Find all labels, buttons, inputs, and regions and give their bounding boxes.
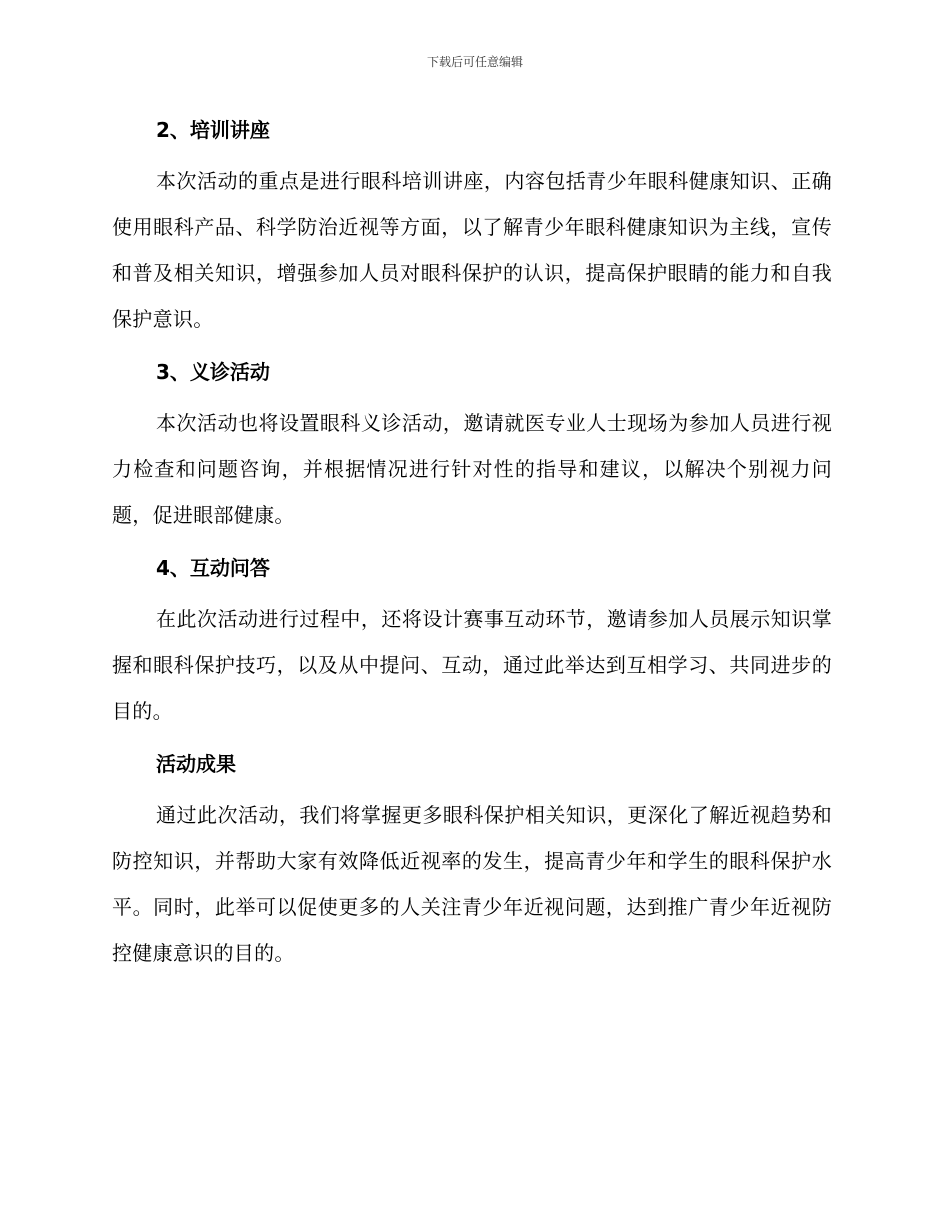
section-paragraph: 通过此次活动，我们将掌握更多眼科保护相关知识，更深化了解近视趋势和防控知识，并帮助大家有效降低近视率的发生，提高青少年和学生的眼科保护水平。同时，此举可以促使更多的人关注青少年近视问题，达到推广青少年近视防控健康意识的目的。 (112, 803, 832, 965)
section-heading: 2、培训讲座 (156, 118, 270, 142)
section-paragraph: 本次活动的重点是进行眼科培训讲座，内容包括青少年眼科健康知识、正确使用眼科产品、科学防治近视等方面，以了解青少年眼科健康知识为主线，宣传和普及相关知识，增强参加人员对眼科保护的认识，提高保护眼睛的能力和自我保护意识。 (112, 169, 832, 331)
document-body (112, 108, 832, 984)
section-paragraph: 本次活动也将设置眼科义诊活动，邀请就医专业人士现场为参加人员进行视力检查和问题咨询，并根据情况进行针对性的指导和建议，以解决个别视力问题，促进眼部健康。 (112, 411, 832, 527)
section-heading: 3、义诊活动 (156, 360, 270, 384)
section-free-clinic (112, 350, 832, 538)
section-heading: 4、互动问答 (156, 556, 270, 580)
section-training-lecture (112, 108, 832, 342)
section-heading: 活动成果 (156, 752, 236, 776)
section-interactive-qa (112, 546, 832, 734)
header-note: 下载后可任意编辑 (426, 55, 523, 69)
section-results (112, 742, 832, 976)
section-paragraph: 在此次活动进行过程中，还将设计赛事互动环节，邀请参加人员展示知识掌握和眼科保护技巧，以及从中提问、互动，通过此举达到互相学习、共同进步的目的。 (112, 607, 832, 723)
